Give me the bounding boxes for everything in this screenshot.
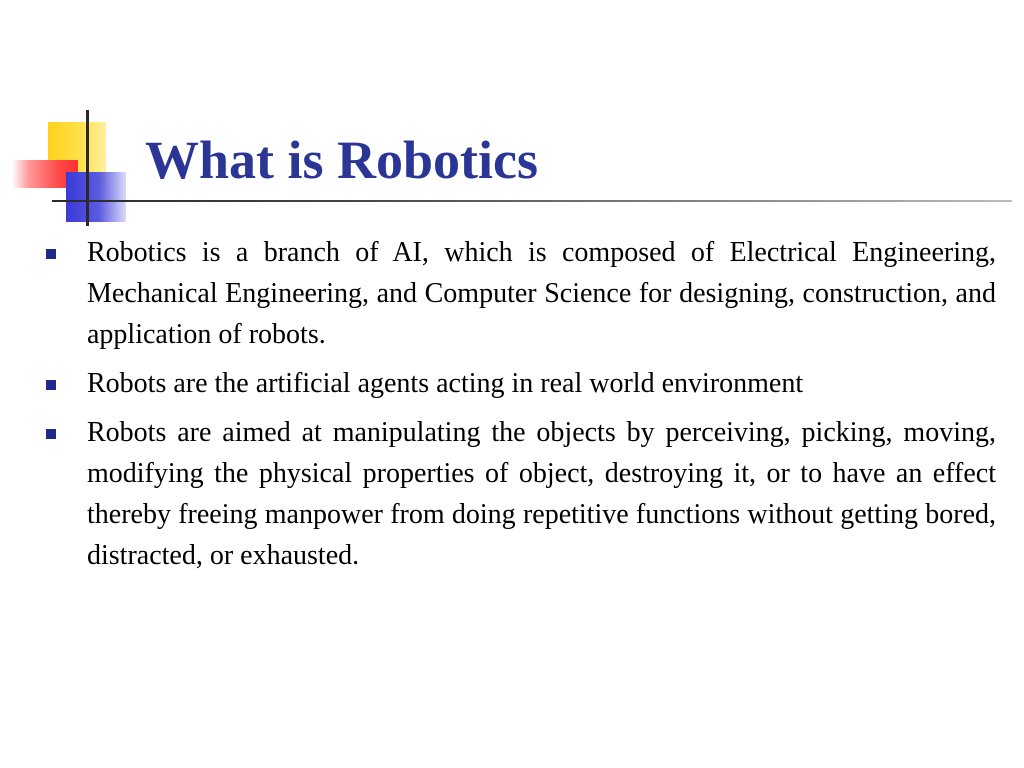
bullet-item [40,412,996,576]
square-bullet-icon [46,380,56,390]
title-ornament-graphic [0,0,160,240]
bullet-text: Robots are the artificial agents acting in real world environment [87,368,804,399]
bullet-text: Robots are aimed at manipulating the objects by perceiving, picking, moving, modifying the physical properties of object, destroying it, or to have an effect thereby freeing manpower from doing repetitive functions without getting bored, distracted, or exhausted. [87,417,996,571]
bullet-text: Robotics is a branch of AI, which is composed of Electrical Engineering, Mechanical Engineering, and Computer Science for designing, construction, and application of robots. [87,237,996,350]
slide-title: What is Robotics [145,130,539,190]
bullet-item [40,232,996,355]
square-bullet-icon [46,429,56,439]
square-bullet-icon [46,249,56,259]
bullet-list [40,232,996,584]
title-underline [52,200,1012,202]
ornament-vertical-line [86,110,89,226]
ornament-blue-block [66,172,126,222]
bullet-item [40,363,996,404]
